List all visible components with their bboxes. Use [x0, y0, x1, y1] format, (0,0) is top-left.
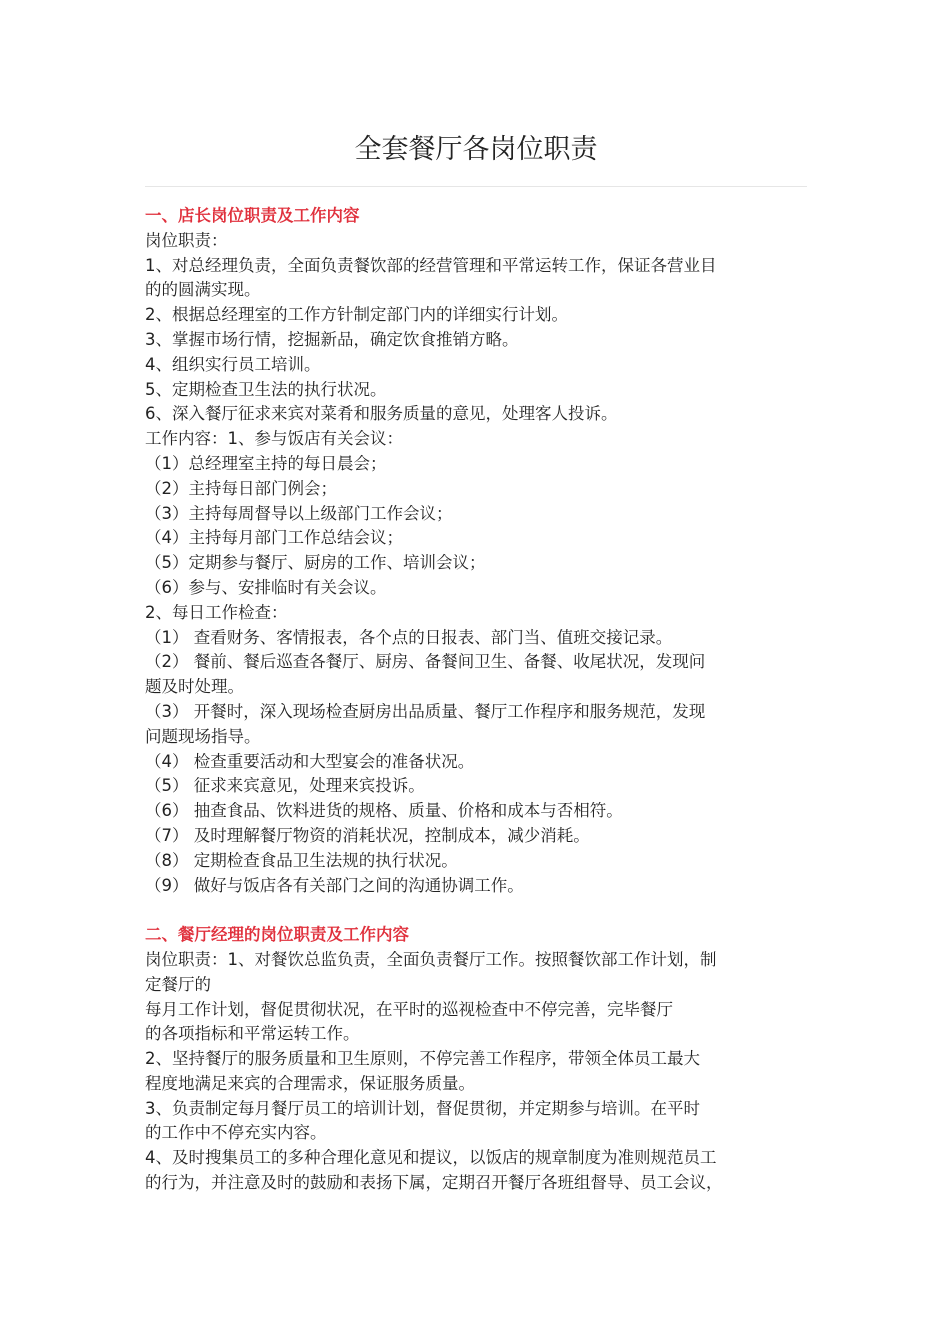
document-title: 全套餐厅各岗位职责 — [354, 134, 598, 165]
text-line: （5）定期参与餐厅、厨房的工作、培训会议； — [145, 553, 486, 573]
text-line: 5、定期检查卫生法的执行状况。 — [145, 379, 387, 399]
text-line: （4）主持每月部门工作总结会议； — [145, 528, 403, 548]
text-line: （9） 做好与饭店各有关部门之间的沟通协调工作。 — [145, 875, 524, 895]
text-line: 2、每日工作检查： — [145, 602, 288, 622]
section-lines — [145, 229, 807, 899]
text-line: 问题现场指导。 — [145, 726, 261, 746]
text-line: （3） 开餐时，深入现场检查厨房出品质量、餐厅工作程序和服务规范，发现 — [145, 701, 706, 721]
text-line: （8） 定期检查食品卫生法规的执行状况。 — [145, 850, 458, 870]
text-line: 的行为，并注意及时的鼓励和表扬下属，定期召开餐厅各班组督导、员工会议， — [145, 1173, 723, 1193]
text-line: （2） 餐前、餐后巡查各餐厅、厨房、备餐间卫生、备餐、收尾状况，发现问 — [145, 652, 706, 672]
text-line: 2、根据总经理室的工作方针制定部门内的详细实行计划。 — [145, 305, 568, 325]
text-line: 每月工作计划，督促贯彻状况，在平时的巡视检查中不停完善，完毕餐厅 — [145, 999, 673, 1019]
text-line: （5） 征求来宾意见，处理来宾投诉。 — [145, 776, 425, 796]
section-restaurant-manager — [145, 923, 807, 1196]
text-line: 6、深入餐厅征求来宾对菜肴和服务质量的意见，处理客人投诉。 — [145, 404, 618, 424]
text-line: 3、负责制定每月餐厅员工的培训计划，督促贯彻，并定期参与培训。在平时 — [145, 1098, 700, 1118]
text-line: （3）主持每周督导以上级部门工作会议； — [145, 503, 453, 523]
text-line: （6）参与、安排临时有关会议。 — [145, 577, 387, 597]
text-line: 1、对总经理负责，全面负责餐饮部的经营管理和平常运转工作，保证各营业目 — [145, 255, 717, 275]
text-line: 的的圆满实现。 — [145, 280, 261, 300]
section-gap — [145, 898, 807, 923]
text-line: （6） 抽查食品、饮料进货的规格、质量、价格和成本与否相符。 — [145, 801, 623, 821]
text-line: 岗位职责：1、对餐饮总监负责，全面负责餐厅工作。按照餐饮部工作计划，制 — [145, 949, 717, 969]
text-line: 工作内容：1、参与饭店有关会议： — [145, 429, 403, 449]
title-divider — [145, 186, 807, 187]
section-lines — [145, 948, 807, 1196]
section-heading: 二、餐厅经理的岗位职责及工作内容 — [145, 925, 409, 945]
text-line: 2、坚持餐厅的服务质量和卫生原则，不停完善工作程序，带领全体员工最大 — [145, 1049, 700, 1069]
text-line: 的各项指标和平常运转工作。 — [145, 1024, 360, 1044]
text-line: 岗位职责： — [145, 230, 228, 250]
section-heading: 一、店长岗位职责及工作内容 — [145, 206, 360, 225]
text-line: 的工作中不停充实内容。 — [145, 1123, 327, 1143]
text-line: （4） 检查重要活动和大型宴会的准备状况。 — [145, 751, 475, 771]
text-line: 3、掌握市场行情，挖掘新品，确定饮食推销方略。 — [145, 329, 519, 349]
text-line: （2）主持每日部门例会； — [145, 478, 337, 498]
text-line: （1）总经理室主持的每日晨会； — [145, 453, 387, 473]
text-line: 题及时处理。 — [145, 677, 244, 697]
text-line: （7） 及时理解餐厅物资的消耗状况，控制成本，减少消耗。 — [145, 825, 590, 845]
document-body — [145, 204, 807, 1196]
text-line: 定餐厅的 — [145, 974, 211, 994]
text-line: 4、及时搜集员工的多种合理化意见和提议，以饭店的规章制度为准则规范员工 — [145, 1148, 717, 1168]
text-line: 程度地满足来宾的合理需求，保证服务质量。 — [145, 1073, 475, 1093]
section-store-manager — [145, 204, 807, 898]
text-line: （1） 查看财务、客情报表，各个点的日报表、部门当、值班交接记录。 — [145, 627, 673, 647]
text-line: 4、组织实行员工培训。 — [145, 354, 321, 374]
